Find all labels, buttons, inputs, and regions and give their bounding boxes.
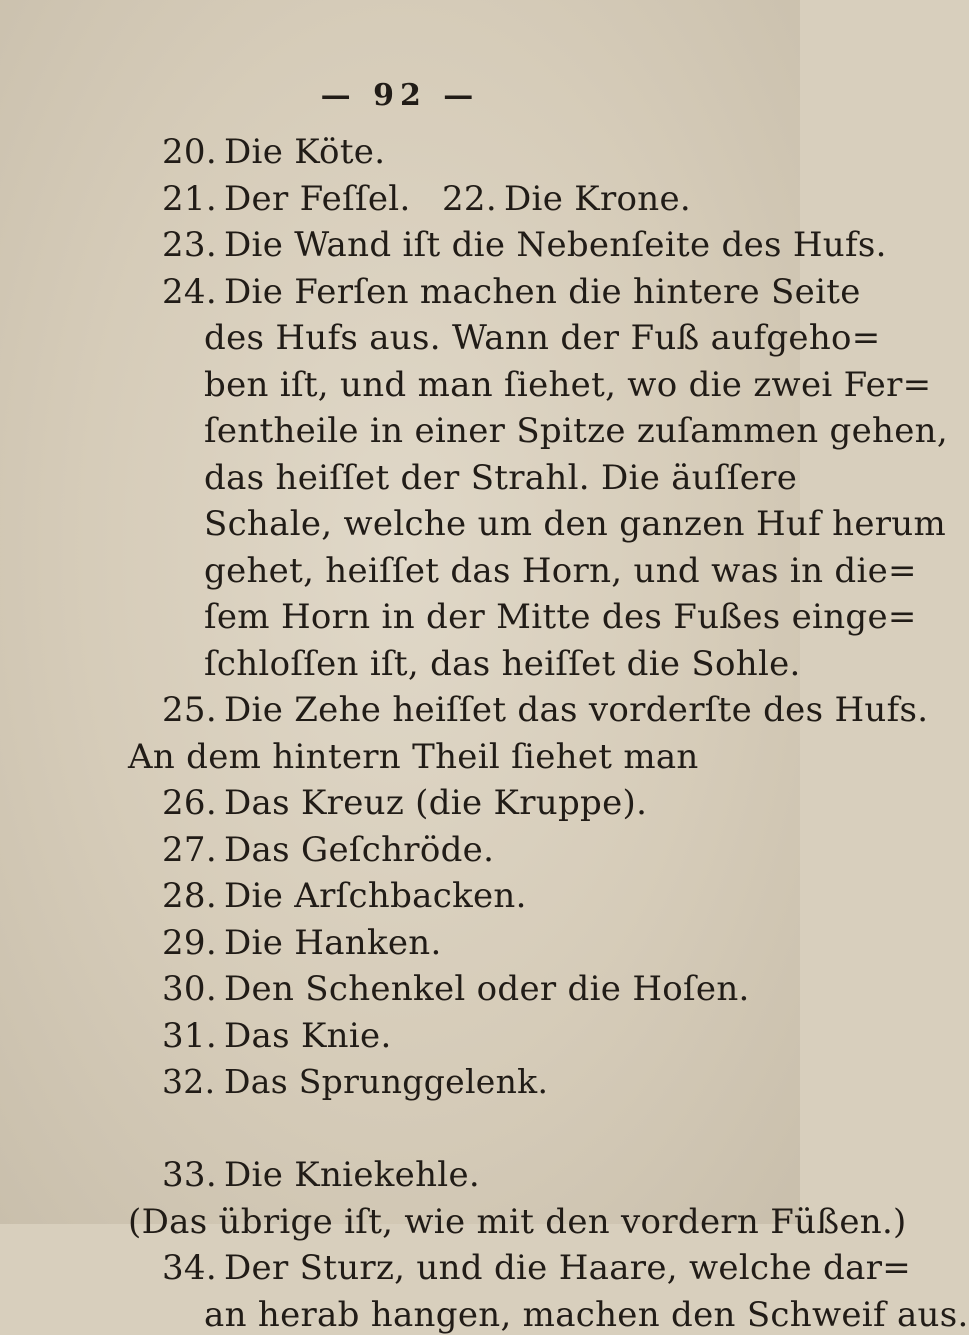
entry-22 bbox=[442, 179, 691, 219]
entry-text: an herab hangen, machen den Schweif aus. bbox=[204, 1295, 969, 1335]
entry-29 bbox=[162, 923, 442, 963]
entry-24-line-8 bbox=[204, 597, 917, 637]
entry-20 bbox=[162, 132, 385, 172]
entry-24-line-9 bbox=[204, 644, 801, 684]
closing-note bbox=[128, 1202, 907, 1242]
entry-text: Der Sturz, und die Haare, welche dar= bbox=[224, 1248, 912, 1288]
entry-text: Schale, welche um den ganzen Huf herum bbox=[204, 504, 947, 544]
entry-text: Die Hanken. bbox=[224, 923, 442, 963]
entry-number: 28. bbox=[162, 876, 217, 916]
entry-33 bbox=[162, 1155, 480, 1195]
entry-27 bbox=[162, 830, 494, 870]
entry-text: ſentheile in einer Spitze zuſammen gehen, bbox=[204, 411, 948, 451]
entry-text: Den Schenkel oder die Hoſen. bbox=[224, 969, 750, 1009]
entry-23 bbox=[162, 225, 887, 265]
entry-text: Das Knie. bbox=[224, 1016, 392, 1056]
entry-text: Das Kreuz (die Kruppe). bbox=[224, 783, 648, 823]
entry-text: ſem Horn in der Mitte des Fußes einge= bbox=[204, 597, 917, 637]
entry-number: 25. bbox=[162, 690, 217, 730]
entry-number: 26. bbox=[162, 783, 217, 823]
entry-number: 21. bbox=[162, 179, 217, 219]
entry-text: Die Köte. bbox=[224, 132, 386, 172]
entry-24-line-7 bbox=[204, 551, 917, 591]
section-intro bbox=[128, 737, 699, 777]
entry-number: 22. bbox=[442, 179, 497, 219]
entry-number: 29. bbox=[162, 923, 217, 963]
entry-text: Die Ferſen machen die hintere Seite bbox=[224, 272, 861, 312]
entry-text: ben iſt, und man ſiehet, wo die zwei Fer= bbox=[204, 365, 932, 405]
entry-text: gehet, heiſſet das Horn, und was in die= bbox=[204, 551, 917, 591]
entry-text: ſchloſſen iſt, das heiſſet die Sohle. bbox=[204, 644, 801, 684]
page-number-header: — 92 — bbox=[320, 78, 480, 113]
entry-32 bbox=[162, 1062, 548, 1102]
entry-24-line-5 bbox=[204, 458, 797, 498]
entry-text: Die Krone. bbox=[504, 179, 692, 219]
entry-number: 34. bbox=[162, 1248, 217, 1288]
entry-31 bbox=[162, 1016, 392, 1056]
entry-number: 32. bbox=[162, 1062, 216, 1101]
entry-text: (Das übrige iſt, wie mit den vordern Füßen.) bbox=[128, 1202, 907, 1242]
entry-30 bbox=[162, 969, 750, 1009]
entry-number: 33. bbox=[162, 1155, 217, 1195]
entry-28 bbox=[162, 876, 527, 916]
entry-text: Die Zehe heiſſet das vorderſte des Hufs. bbox=[224, 690, 929, 730]
entry-24-line-6 bbox=[204, 504, 946, 544]
entry-34-line-2 bbox=[204, 1295, 969, 1335]
entry-24-line-2 bbox=[204, 318, 881, 358]
entry-text: Die Kniekehle. bbox=[224, 1155, 480, 1195]
entry-text: Das Geſchröde. bbox=[224, 830, 495, 870]
entry-24-line-3 bbox=[204, 365, 931, 405]
entry-number: 27. bbox=[162, 830, 217, 870]
entry-number: 20. bbox=[162, 132, 217, 172]
entry-text: das heiſſet der Strahl. Die äuſſere bbox=[204, 458, 798, 498]
entry-text: Die Wand iſt die Nebenſeite des Hufs. bbox=[224, 225, 887, 265]
entry-24 bbox=[162, 272, 861, 312]
entry-number: 23. bbox=[162, 225, 217, 265]
entry-26 bbox=[162, 783, 647, 823]
entry-text: Der Feſſel. bbox=[224, 179, 411, 219]
entry-24-line-4 bbox=[204, 411, 948, 451]
entry-34 bbox=[162, 1248, 911, 1288]
entry-text: Das Sprunggelenk. bbox=[224, 1062, 549, 1101]
entry-text: Die Arſchbacken. bbox=[224, 876, 527, 916]
entry-number: 31. bbox=[162, 1016, 217, 1056]
entry-number: 24. bbox=[162, 272, 217, 312]
entry-number: 30. bbox=[162, 969, 217, 1009]
entry-text: des Hufs aus. Wann der Fuß aufgeho= bbox=[204, 318, 881, 358]
entry-text: An dem hintern Theil ſiehet man bbox=[128, 737, 699, 777]
entry-21 bbox=[162, 179, 411, 219]
entry-25 bbox=[162, 690, 928, 730]
